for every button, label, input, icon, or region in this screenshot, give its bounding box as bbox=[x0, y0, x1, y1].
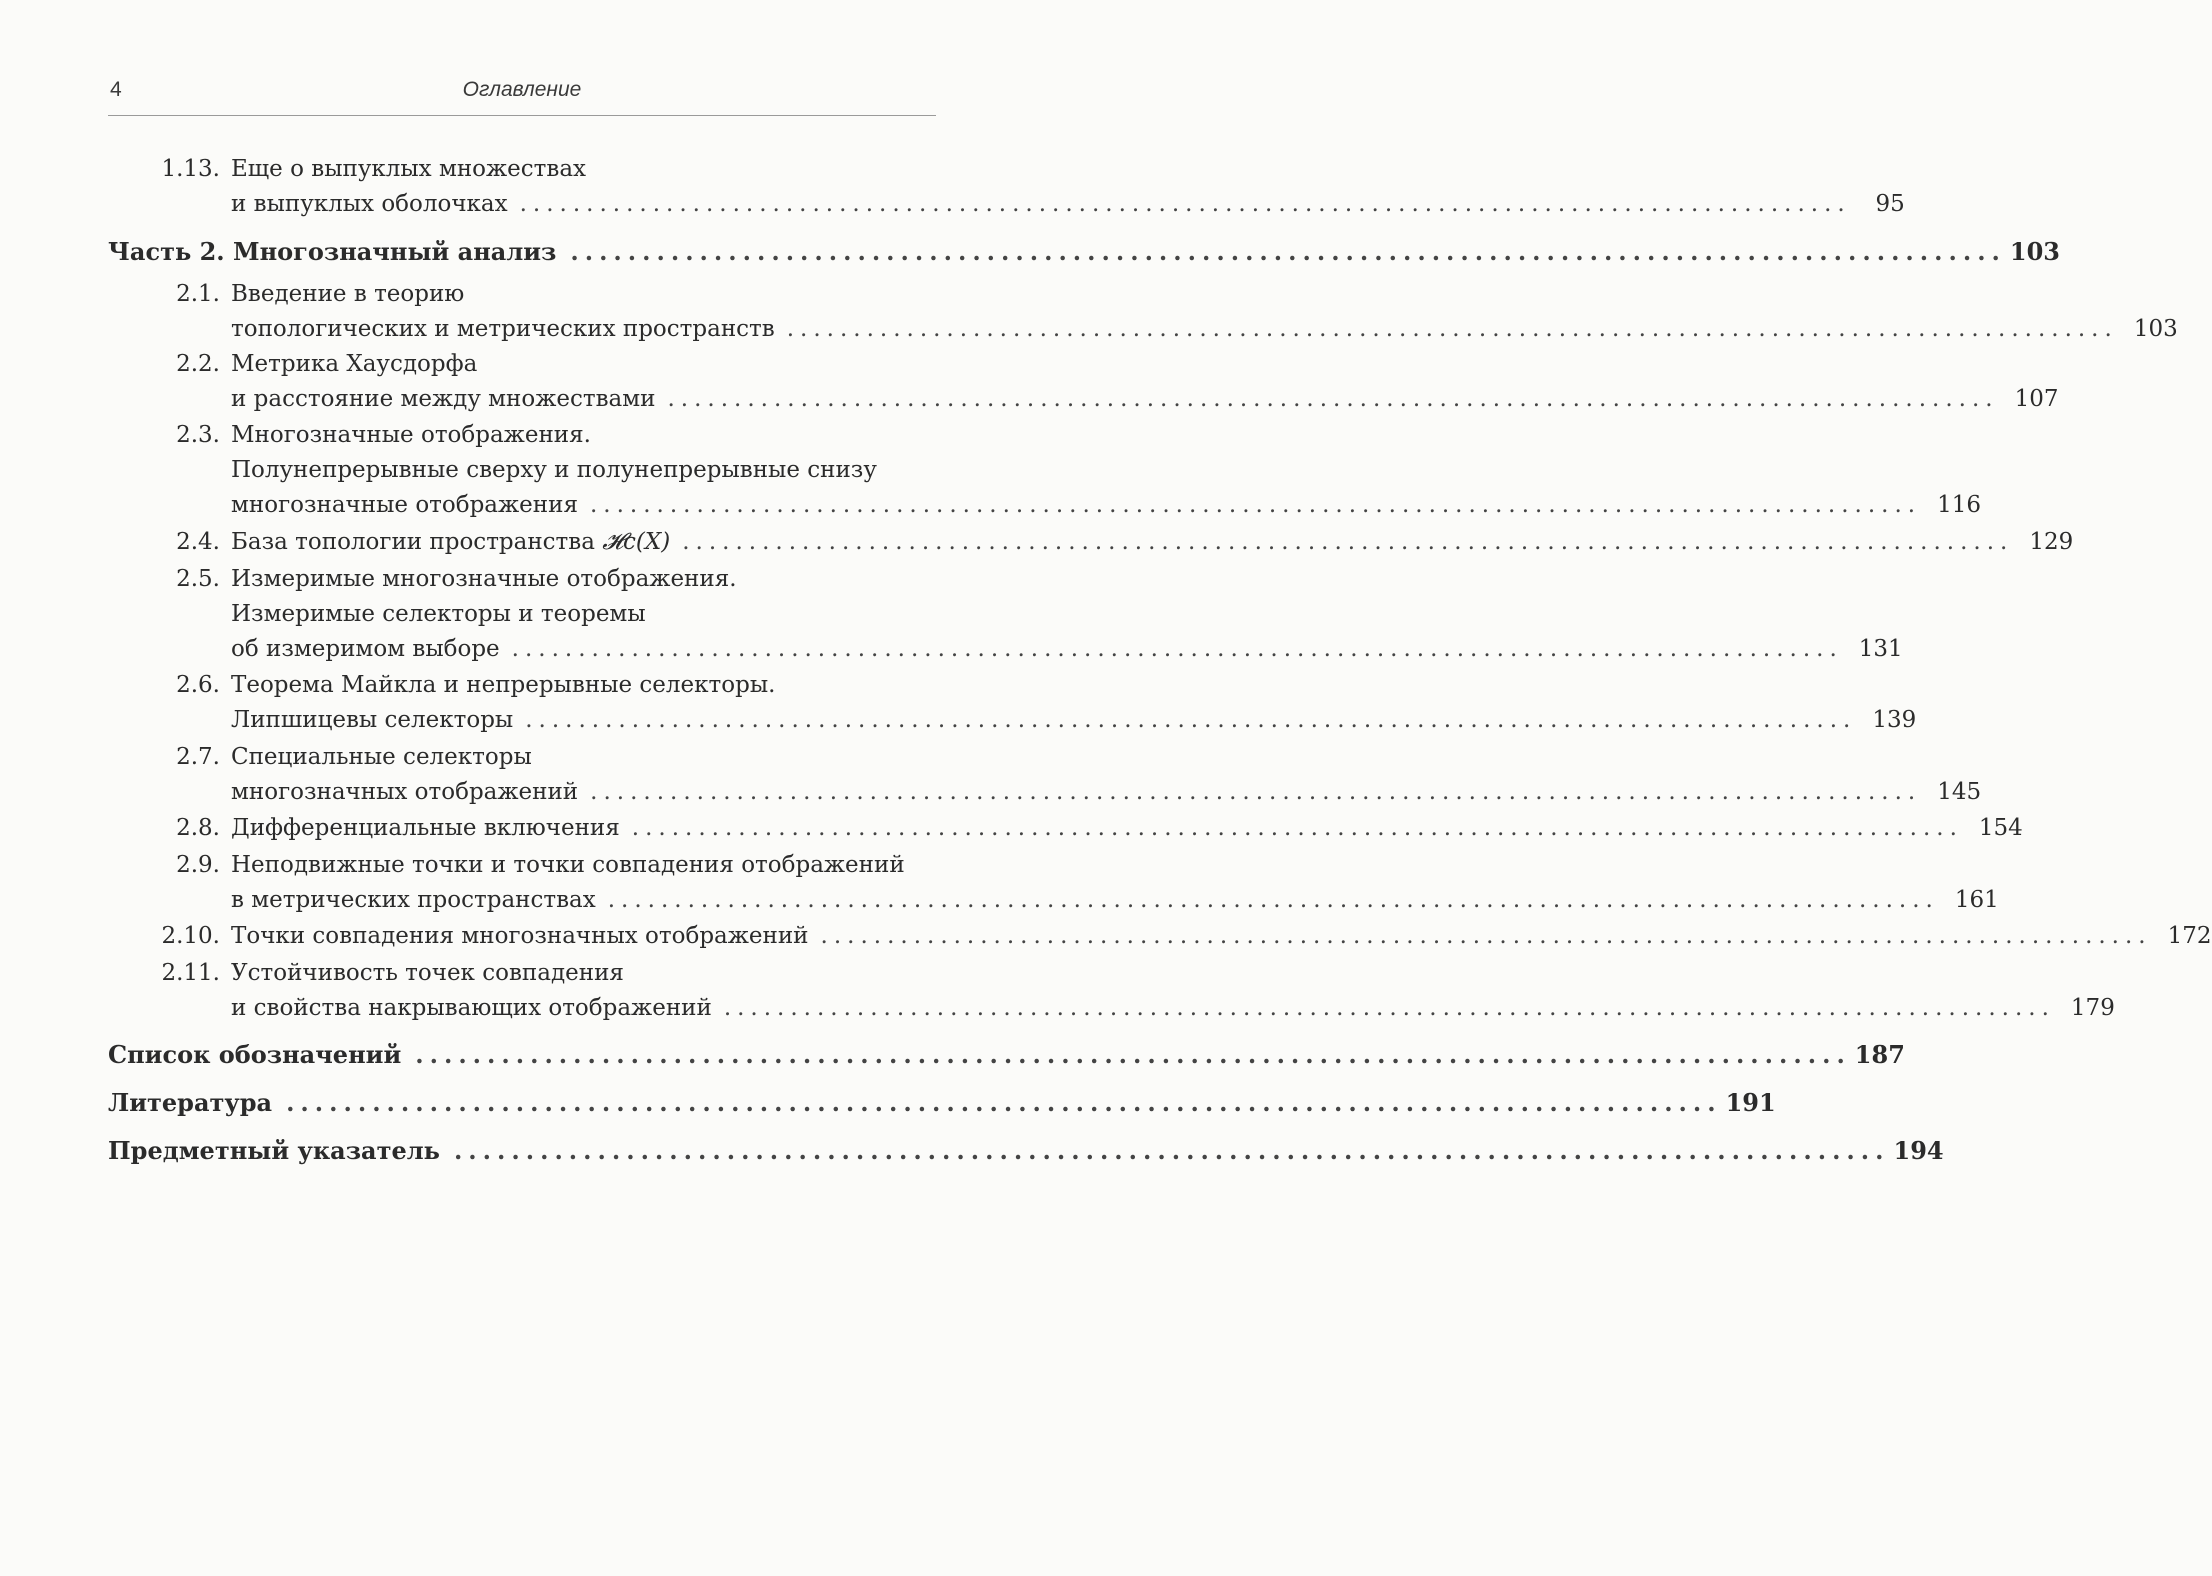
section-title-line: Теорема Майкла и непрерывные селекторы. bbox=[231, 672, 776, 698]
page-ref: 139 bbox=[1872, 707, 1917, 733]
section-title-line: Измеримые селекторы и теоремы bbox=[231, 601, 646, 627]
section-number: 2.2. bbox=[176, 351, 220, 377]
section-title-line: об измеримом выборе bbox=[231, 636, 500, 662]
leader-dots: .................................................................................................... bbox=[590, 779, 1922, 805]
leader-dots: .................................................................................................... bbox=[607, 887, 1939, 913]
section-title-line: топологических и метрических пространств bbox=[231, 316, 775, 342]
section-title-line: и свойства накрывающих отображений bbox=[231, 995, 712, 1021]
chapter-title: Литература bbox=[108, 1088, 273, 1117]
page-ref: 161 bbox=[1954, 887, 1999, 913]
page-ref: 131 bbox=[1858, 636, 1903, 662]
toc-part-2[interactable] bbox=[108, 234, 2061, 269]
leader-dots: .................................................................................................... bbox=[415, 1040, 1851, 1069]
section-title-line: Точки совпадения многозначных отображений bbox=[231, 923, 809, 949]
section-number: 1.13. bbox=[161, 156, 220, 182]
section-title-line: Неподвижные точки и точки совпадения отображений bbox=[231, 852, 905, 878]
page-ref: 103 bbox=[2133, 316, 2178, 342]
leader-dots: .................................................................................................... bbox=[589, 492, 1922, 518]
section-title-line: Устойчивость точек совпадения bbox=[231, 960, 624, 986]
leader-dots: .................................................................................................... bbox=[511, 636, 1843, 662]
section-number: 2.1. bbox=[176, 281, 220, 307]
running-head-title: Оглавление bbox=[462, 78, 582, 101]
section-title-line: и расстояние между множествами bbox=[231, 386, 656, 412]
section-title-line: многозначные отображения bbox=[231, 492, 578, 518]
leader-dots: .................................................................................................... bbox=[525, 707, 1857, 733]
chapter-title: Список обозначений bbox=[108, 1040, 402, 1069]
page-ref: 145 bbox=[1937, 779, 1982, 805]
page-ref: 191 bbox=[1725, 1088, 1776, 1117]
section-number: 2.8. bbox=[176, 815, 220, 841]
section-number: 2.10. bbox=[161, 923, 220, 949]
leader-dots: .................................................................................................... bbox=[286, 1088, 1722, 1117]
page-ref: 103 bbox=[2009, 237, 2061, 266]
running-head bbox=[108, 78, 936, 108]
toc-symbols-list[interactable] bbox=[108, 1037, 1905, 1072]
page-ref: 187 bbox=[1854, 1040, 1905, 1069]
page-ref: 179 bbox=[2070, 995, 2115, 1021]
leader-dots: .................................................................................................... bbox=[519, 191, 1851, 217]
section-title-line: База топологии пространства bbox=[231, 529, 595, 555]
math-symbol: 𝓗c(X) bbox=[602, 529, 671, 555]
section-number: 2.7. bbox=[176, 744, 220, 770]
leader-dots: .................................................................................................... bbox=[570, 237, 2006, 266]
section-title-line: Еще о выпуклых множествах bbox=[231, 156, 587, 182]
section-title-line: и выпуклых оболочках bbox=[231, 191, 508, 217]
section-title-line: Специальные селекторы bbox=[231, 744, 532, 770]
section-title-line: Метрика Хаусдорфа bbox=[231, 351, 478, 377]
section-number: 2.4. bbox=[176, 529, 220, 555]
section-title-line: Липшицевы селекторы bbox=[231, 707, 514, 733]
section-title-line: многозначных отображений bbox=[231, 779, 579, 805]
header-rule bbox=[108, 115, 936, 116]
leader-dots: .................................................................................................... bbox=[820, 923, 2152, 949]
leader-dots: .................................................................................................... bbox=[631, 815, 1963, 841]
section-number: 2.11. bbox=[161, 960, 220, 986]
leader-dots: .................................................................................................... bbox=[682, 529, 2014, 555]
leader-dots: .................................................................................................... bbox=[786, 316, 2118, 342]
leader-dots: .................................................................................................... bbox=[667, 386, 1999, 412]
section-title-line: в метрических пространствах bbox=[231, 887, 596, 913]
section-title-line: Дифференциальные включения bbox=[231, 815, 620, 841]
section-title-line: Полунепрерывные сверху и полунепрерывные снизу bbox=[231, 457, 877, 483]
section-number: 2.5. bbox=[176, 566, 220, 592]
section-number: 2.6. bbox=[176, 672, 220, 698]
toc-subject-index[interactable] bbox=[108, 1133, 1944, 1168]
section-number: 2.9. bbox=[176, 852, 220, 878]
toc-literature[interactable] bbox=[108, 1085, 1776, 1120]
section-number: 2.3. bbox=[176, 422, 220, 448]
page-ref: 95 bbox=[1875, 191, 1905, 217]
page-ref: 129 bbox=[2029, 529, 2074, 555]
page-number: 4 bbox=[110, 78, 122, 101]
page-ref: 172 bbox=[2167, 923, 2212, 949]
page-ref: 194 bbox=[1893, 1136, 1944, 1165]
section-title-line: Измеримые многозначные отображения. bbox=[231, 566, 737, 592]
page-ref: 154 bbox=[1978, 815, 2023, 841]
part-title: Многозначный анализ bbox=[233, 237, 557, 266]
page-ref: 107 bbox=[2014, 386, 2059, 412]
leader-dots: .................................................................................................... bbox=[723, 995, 2055, 1021]
section-title-line: Введение в теорию bbox=[231, 281, 465, 307]
section-title-line: Многозначные отображения. bbox=[231, 422, 591, 448]
chapter-title: Предметный указатель bbox=[108, 1136, 440, 1165]
leader-dots: .................................................................................................... bbox=[453, 1136, 1890, 1165]
part-label: Часть 2. bbox=[108, 237, 225, 266]
page-ref: 116 bbox=[1937, 492, 1981, 518]
